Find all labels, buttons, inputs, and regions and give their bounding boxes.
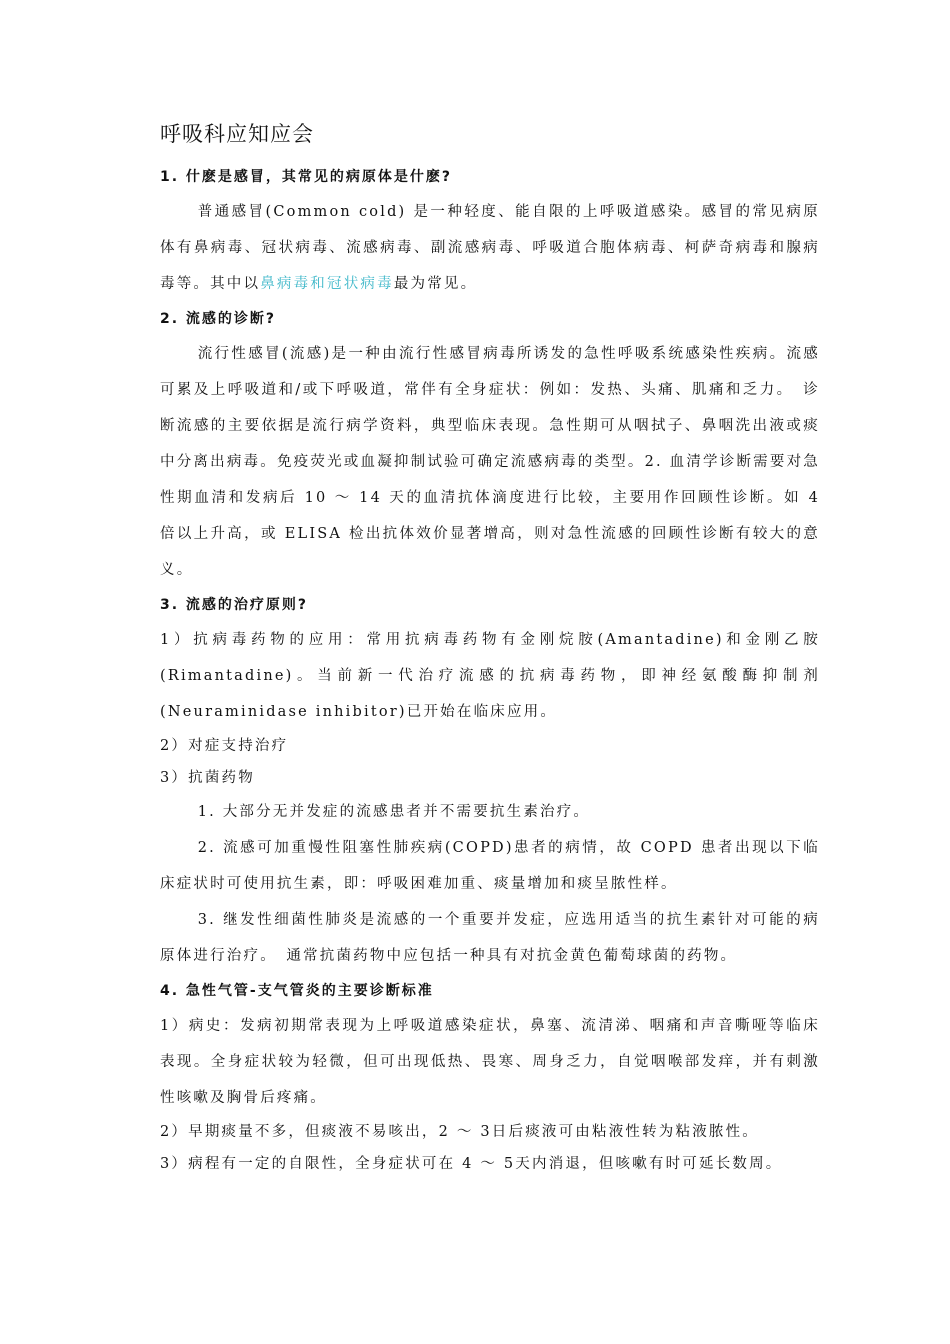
section-1-paragraph: [160, 194, 820, 302]
document-page: [160, 118, 820, 1180]
section-3-sub-2: 2. 流感可加重慢性阻塞性肺疾病(COPD)患者的病情，故 COPD 患者出现以下临床症状时可使用抗生素，即：呼吸困难加重、痰量增加和痰呈脓性样。: [160, 840, 820, 892]
section-4-heading: 4. 急性气管-支气管炎的主要诊断标准: [160, 983, 434, 999]
section-1-heading: 1. 什麽是感冒，其常见的病原体是什麽?: [160, 169, 453, 185]
section-4-item-3: 3）病程有一定的自限性，全身症状可在 4 ～ 5天内消退，但咳嗽有时可延长数周。: [160, 1156, 783, 1172]
section-3-heading: 3. 流感的治疗原则?: [160, 597, 309, 613]
section-3-item-1: 1）抗病毒药物的应用：常用抗病毒药物有金刚烷胺(Amantadine)和金刚乙胺(Rimantadine)。当前新一代治疗流感的抗病毒药物，即神经氨酸酶抑制剂(Neuraminidase inhibitor)已开始在临床应用。: [160, 632, 820, 720]
section-2-heading: 2. 流感的诊断?: [160, 311, 277, 327]
section-3-item-2: 2）对症支持治疗: [160, 738, 289, 754]
highlighted-text: 鼻病毒和冠状病毒: [260, 276, 394, 292]
section-3-sub-1: 1. 大部分无并发症的流感患者并不需要抗生素治疗。: [197, 804, 591, 820]
section-3-item-3: 3）抗菌药物: [160, 770, 255, 786]
section-3-sub-3: 3. 继发性细菌性肺炎是流感的一个重要并发症，应选用适当的抗生素针对可能的病原体进行治疗。 通常抗菌药物中应包括一种具有对抗金黄色葡萄球菌的药物。: [160, 912, 820, 964]
section-4-item-1: 1）病史：发病初期常表现为上呼吸道感染症状，鼻塞、流清涕、咽痛和声音嘶哑等临床表现。全身症状较为轻微，但可出现低热、畏寒、周身乏力，自觉咽喉部发痒，并有刺激性咳嗽及胸骨后疼痛。: [160, 1018, 820, 1106]
text-run: 最为常见。: [393, 276, 478, 292]
section-4-item-2: 2）早期痰量不多，但痰液不易咳出，2 ～ 3日后痰液可由粘液性转为粘液脓性。: [160, 1124, 759, 1140]
document-title: 呼吸科应知应会: [160, 122, 314, 146]
text-run: 普通感冒(Common cold) 是一种轻度、能自限的上呼吸道感染。感冒的常见病原体有鼻病毒、冠状病毒、流感病毒、副流感病毒、呼吸道合胞体病毒、柯萨奇病毒和腺病毒等。其中以: [160, 204, 820, 292]
section-2-paragraph: 流行性感冒(流感)是一种由流行性感冒病毒所诱发的急性呼吸系统感染性疾病。流感可累及上呼吸道和/或下呼吸道，常伴有全身症状：例如：发热、头痛、肌痛和乏力。 诊断流感的主要依据是流行病学资料，典型临床表现。急性期可从咽拭子、鼻咽洗出液或痰中分离出病毒。免疫荧光或血凝抑制试验可确定流感病毒的类型。2. 血清学诊断需要对急性期血清和发病后 10 ～ 14 天的血清抗体滴度进行比较，主要用作回顾性诊断。如 4 倍以上升高，或 ELISA 检出抗体效价显著增高，则对急性流感的回顾性诊断有较大的意义。: [160, 346, 820, 578]
